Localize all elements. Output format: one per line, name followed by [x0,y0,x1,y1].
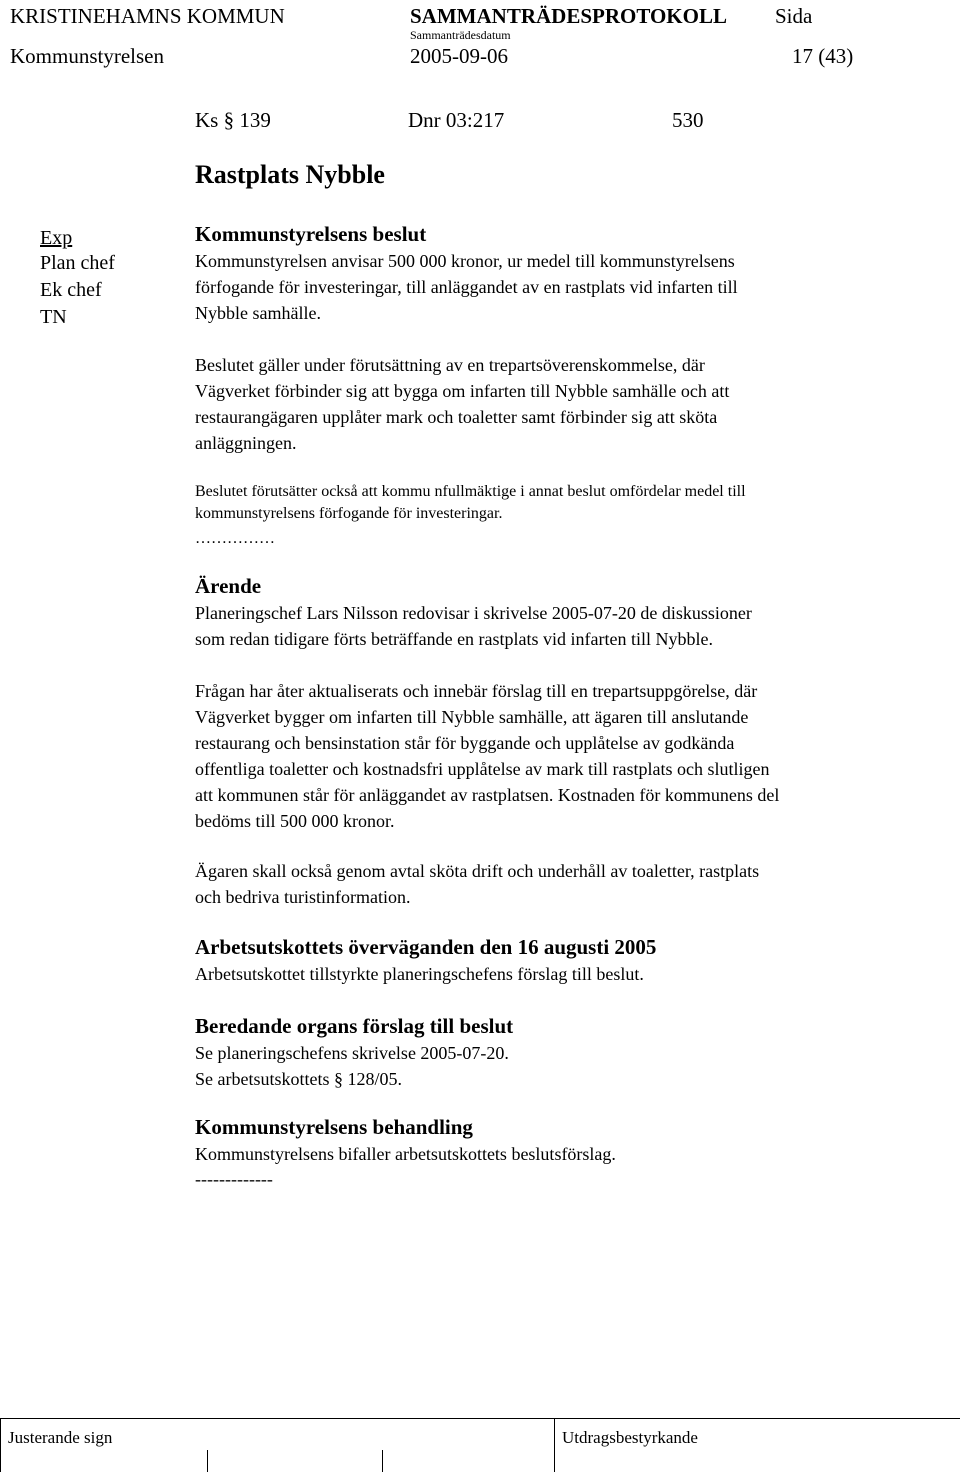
case-title: Rastplats Nybble [195,160,385,189]
text-line: Se planeringschefens skrivelse 2005-07-20. [195,1043,509,1063]
decision-heading: Kommunstyrelsens beslut [195,222,427,246]
footer-cell-divider [382,1450,383,1472]
text-line: restaurang och bensinstation står för byggande och upplåtelse av godkända [195,733,735,753]
footer-cell-divider [0,1418,1,1472]
text-line: Se arbetsutskottets § 128/05. [195,1069,402,1089]
arende-paragraph-2 [195,678,930,834]
page-number: 17 (43) [792,44,854,68]
au-text: Arbetsutskottet tillstyrkte planeringschefens förslag till beslut. [195,964,644,984]
decision-addition [195,481,930,525]
text-line: kommunstyrelsens förfogande för investeringar. [195,505,503,522]
behandling-heading: Kommunstyrelsens behandling [195,1115,473,1139]
utdragsbestyrkande-label: Utdragsbestyrkande [562,1428,698,1447]
text-line: bedöms till 500 000 kronor. [195,811,395,831]
distribution-ek-chef: Ek chef [40,279,102,301]
decision-text [195,248,930,326]
footer-cell-divider [554,1418,555,1472]
text-line: Vägverket bygger om infarten till Nybble samhälle, att ägaren till anslutande [195,707,749,727]
committee-name: Kommunstyrelsen [10,44,164,68]
text-line: att kommunen står för anläggandet av rastplatsen. Kostnaden för kommunens del [195,785,780,805]
text-line: Planeringschef Lars Nilsson redovisar i skrivelse 2005-07-20 de diskussioner [195,603,752,623]
meeting-date: 2005-09-06 [410,44,508,68]
text-line: Ägaren skall också genom avtal sköta drift och underhåll av toaletter, rastplats [195,861,760,881]
distribution-exp: Exp [40,227,73,249]
dotted-separator: …………… [195,530,275,547]
footer-cell-divider [207,1450,208,1472]
au-heading: Arbetsutskottets överväganden den 16 augusti 2005 [195,935,657,959]
text-line: Vägverket förbinder sig att bygga om infarten till Nybble samhälle och att [195,381,730,401]
ks-paragraph-number: Ks § 139 [195,108,271,132]
text-line: Beslutet gäller under förutsättning av en trepartsöverenskommelse, där [195,355,705,375]
page-label: Sida [775,4,813,28]
behandling-text: Kommunstyrelsens bifaller arbetsutskottets beslutsförslag. [195,1144,616,1164]
text-line: restaurangägaren upplåter mark och toaletter samt förbinder sig att sköta [195,407,718,427]
dashed-separator: ------------- [195,1169,273,1189]
justerande-sign-label: Justerande sign [8,1428,113,1447]
diary-number: Dnr 03:217 [408,108,505,132]
text-line: offentliga toaletter och kostnadsfri upplåtelse av mark till rastplats och slutligen [195,759,770,779]
municipality-name: KRISTINEHAMNS KOMMUN [10,4,285,28]
footer-top-rule [0,1418,960,1419]
text-line: och bedriva turistinformation. [195,887,411,907]
distribution-plan-chef: Plan chef [40,252,115,274]
beredande-heading: Beredande organs förslag till beslut [195,1014,514,1038]
decision-condition [195,352,930,456]
text-line: Frågan har åter aktualiserats och innebär förslag till en trepartsuppgörelse, där [195,681,758,701]
text-line: Beslutet förutsätter också att kommu nfullmäktige i annat beslut omfördelar medel till [195,483,746,500]
case-code: 530 [672,108,704,132]
arende-heading: Ärende [195,574,262,598]
arende-paragraph-3 [195,858,930,910]
text-line: som redan tidigare förts beträffande en rastplats vid infarten till Nybble. [195,629,714,649]
beredande-text [195,1040,930,1092]
text-line: Kommunstyrelsen anvisar 500 000 kronor, ur medel till kommunstyrelsens [195,251,735,271]
document-type: SAMMANTRÄDESPROTOKOLL [410,4,727,28]
text-line: Nybble samhälle. [195,303,321,323]
text-line: förfogande för investeringar, till anläggandet av en rastplats vid infarten till [195,277,738,297]
text-line: anläggningen. [195,433,297,453]
arende-paragraph-1 [195,600,930,652]
distribution-tn: TN [40,306,67,328]
date-label: Sammanträdesdatum [410,28,511,42]
